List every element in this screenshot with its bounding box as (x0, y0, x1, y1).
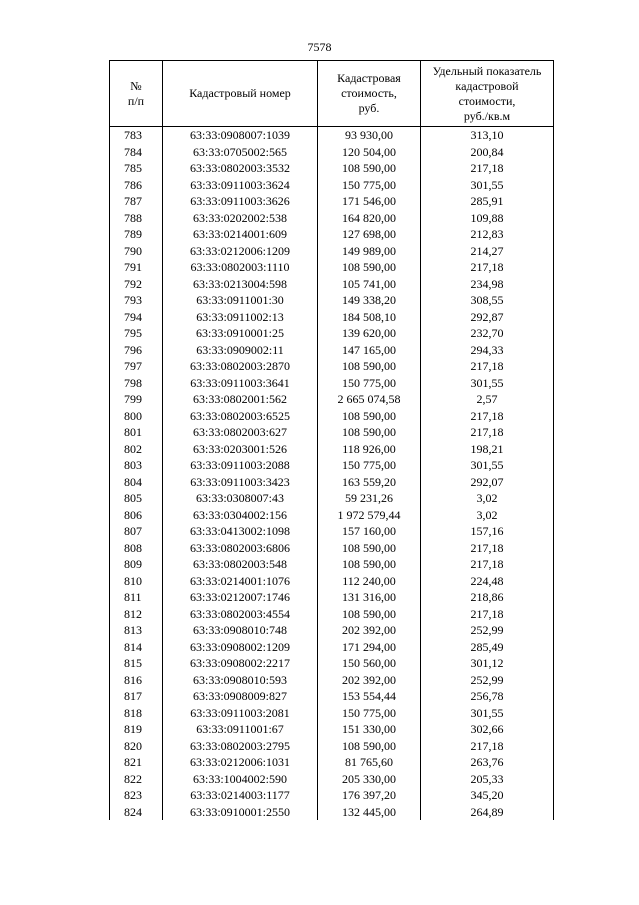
row-number: 804 (110, 474, 163, 491)
table-row (110, 787, 554, 804)
table-row (110, 292, 554, 309)
specific-indicator: 292,07 (421, 474, 554, 491)
cadastral-number: 63:33:0308007:43 (163, 490, 318, 507)
specific-indicator: 232,70 (421, 325, 554, 342)
cadastral-cost: 171 546,00 (318, 193, 421, 210)
row-number: 811 (110, 589, 163, 606)
table-row (110, 177, 554, 194)
table-row (110, 391, 554, 408)
cadastral-cost: 2 665 074,58 (318, 391, 421, 408)
cadastral-number: 63:33:0213004:598 (163, 276, 318, 293)
row-number: 820 (110, 738, 163, 755)
cadastral-cost: 112 240,00 (318, 573, 421, 590)
row-number: 785 (110, 160, 163, 177)
specific-indicator: 214,27 (421, 243, 554, 260)
specific-indicator: 218,86 (421, 589, 554, 606)
cadastral-number: 63:33:0413002:1098 (163, 523, 318, 540)
row-number: 784 (110, 144, 163, 161)
cadastral-number: 63:33:0911003:3423 (163, 474, 318, 491)
row-number: 783 (110, 127, 163, 144)
cadastral-number: 63:33:0908010:593 (163, 672, 318, 689)
cadastral-number: 63:33:0802003:548 (163, 556, 318, 573)
table-row (110, 606, 554, 623)
row-number: 796 (110, 342, 163, 359)
table-row (110, 358, 554, 375)
row-number: 809 (110, 556, 163, 573)
row-number: 789 (110, 226, 163, 243)
specific-indicator: 252,99 (421, 672, 554, 689)
cadastral-number: 63:33:0802003:6525 (163, 408, 318, 425)
cadastral-number: 63:33:1004002:590 (163, 771, 318, 788)
cadastral-cost: 139 620,00 (318, 325, 421, 342)
cadastral-cost: 93 930,00 (318, 127, 421, 144)
cadastral-number: 63:33:0214001:1076 (163, 573, 318, 590)
table-row (110, 226, 554, 243)
table-row (110, 540, 554, 557)
cadastral-cost: 149 338,20 (318, 292, 421, 309)
table-row (110, 589, 554, 606)
row-number: 810 (110, 573, 163, 590)
cadastral-cost: 131 316,00 (318, 589, 421, 606)
cadastral-number: 63:33:0910001:2550 (163, 804, 318, 821)
row-number: 793 (110, 292, 163, 309)
cadastral-cost: 127 698,00 (318, 226, 421, 243)
table-row (110, 342, 554, 359)
table-row (110, 375, 554, 392)
table-row (110, 408, 554, 425)
cadastral-number: 63:33:0203001:526 (163, 441, 318, 458)
specific-indicator: 264,89 (421, 804, 554, 821)
cadastral-table (109, 60, 554, 820)
cadastral-number: 63:33:0802003:6806 (163, 540, 318, 557)
specific-indicator: 285,91 (421, 193, 554, 210)
table-row (110, 556, 554, 573)
specific-indicator: 301,55 (421, 457, 554, 474)
table-row (110, 457, 554, 474)
table-row (110, 672, 554, 689)
cadastral-number: 63:33:0908002:1209 (163, 639, 318, 656)
header-row (110, 61, 554, 127)
cadastral-cost: 202 392,00 (318, 622, 421, 639)
cadastral-number: 63:33:0214001:609 (163, 226, 318, 243)
table-row (110, 771, 554, 788)
cadastral-cost: 108 590,00 (318, 160, 421, 177)
table-row (110, 622, 554, 639)
cadastral-number: 63:33:0911003:2081 (163, 705, 318, 722)
cadastral-number: 63:33:0911003:3624 (163, 177, 318, 194)
row-number: 797 (110, 358, 163, 375)
cadastral-cost: 150 775,00 (318, 705, 421, 722)
cadastral-number: 63:33:0909002:11 (163, 342, 318, 359)
cadastral-table-container (109, 60, 553, 820)
table-row (110, 523, 554, 540)
cadastral-cost: 157 160,00 (318, 523, 421, 540)
cadastral-number: 63:33:0802003:627 (163, 424, 318, 441)
row-number: 812 (110, 606, 163, 623)
row-number: 805 (110, 490, 163, 507)
header-cadastral-number: Кадастровый номер (163, 61, 318, 127)
cadastral-number: 63:33:0910001:25 (163, 325, 318, 342)
table-row (110, 325, 554, 342)
cadastral-number: 63:33:0908009:827 (163, 688, 318, 705)
cadastral-number: 63:33:0911003:2088 (163, 457, 318, 474)
header-specific-indicator: Удельный показатель кадастровой стоимости, руб./кв.м (421, 61, 554, 127)
row-number: 788 (110, 210, 163, 227)
table-row (110, 721, 554, 738)
cadastral-number: 63:33:0802003:3532 (163, 160, 318, 177)
cadastral-cost: 108 590,00 (318, 424, 421, 441)
cadastral-number: 63:33:0802003:4554 (163, 606, 318, 623)
row-number: 819 (110, 721, 163, 738)
row-number: 792 (110, 276, 163, 293)
cadastral-cost: 108 590,00 (318, 738, 421, 755)
row-number: 794 (110, 309, 163, 326)
cadastral-cost: 150 775,00 (318, 457, 421, 474)
cadastral-cost: 108 590,00 (318, 408, 421, 425)
cadastral-number: 63:33:0908002:2217 (163, 655, 318, 672)
row-number: 795 (110, 325, 163, 342)
specific-indicator: 217,18 (421, 606, 554, 623)
header-num: № п/п (110, 61, 163, 127)
specific-indicator: 313,10 (421, 127, 554, 144)
table-row (110, 441, 554, 458)
cadastral-number: 63:33:0911003:3641 (163, 375, 318, 392)
cadastral-cost: 150 775,00 (318, 375, 421, 392)
cadastral-cost: 81 765,60 (318, 754, 421, 771)
cadastral-cost: 164 820,00 (318, 210, 421, 227)
table-row (110, 688, 554, 705)
specific-indicator: 217,18 (421, 160, 554, 177)
row-number: 800 (110, 408, 163, 425)
cadastral-cost: 108 590,00 (318, 606, 421, 623)
table-row (110, 424, 554, 441)
table-row (110, 193, 554, 210)
specific-indicator: 308,55 (421, 292, 554, 309)
table-header (110, 61, 554, 127)
table-row (110, 259, 554, 276)
table-row (110, 276, 554, 293)
cadastral-number: 63:33:0212006:1031 (163, 754, 318, 771)
cadastral-cost: 132 445,00 (318, 804, 421, 821)
specific-indicator: 217,18 (421, 540, 554, 557)
specific-indicator: 3,02 (421, 507, 554, 524)
row-number: 824 (110, 804, 163, 821)
cadastral-cost: 150 775,00 (318, 177, 421, 194)
table-row (110, 474, 554, 491)
specific-indicator: 302,66 (421, 721, 554, 738)
cadastral-cost: 202 392,00 (318, 672, 421, 689)
table-row (110, 144, 554, 161)
specific-indicator: 217,18 (421, 738, 554, 755)
specific-indicator: 217,18 (421, 259, 554, 276)
row-number: 813 (110, 622, 163, 639)
cadastral-cost: 108 590,00 (318, 556, 421, 573)
cadastral-number: 63:33:0802003:1110 (163, 259, 318, 276)
row-number: 814 (110, 639, 163, 656)
row-number: 802 (110, 441, 163, 458)
row-number: 787 (110, 193, 163, 210)
table-row (110, 738, 554, 755)
cadastral-number: 63:33:0212006:1209 (163, 243, 318, 260)
specific-indicator: 217,18 (421, 408, 554, 425)
row-number: 816 (110, 672, 163, 689)
specific-indicator: 285,49 (421, 639, 554, 656)
row-number: 807 (110, 523, 163, 540)
table-row (110, 309, 554, 326)
row-number: 822 (110, 771, 163, 788)
specific-indicator: 205,33 (421, 771, 554, 788)
table-row (110, 754, 554, 771)
cadastral-cost: 105 741,00 (318, 276, 421, 293)
table-row (110, 705, 554, 722)
table-row (110, 160, 554, 177)
cadastral-cost: 184 508,10 (318, 309, 421, 326)
cadastral-cost: 151 330,00 (318, 721, 421, 738)
row-number: 823 (110, 787, 163, 804)
cadastral-cost: 1 972 579,44 (318, 507, 421, 524)
cadastral-number: 63:33:0911003:3626 (163, 193, 318, 210)
table-row (110, 639, 554, 656)
specific-indicator: 198,21 (421, 441, 554, 458)
cadastral-cost: 205 330,00 (318, 771, 421, 788)
cadastral-cost: 108 590,00 (318, 540, 421, 557)
specific-indicator: 234,98 (421, 276, 554, 293)
specific-indicator: 224,48 (421, 573, 554, 590)
cadastral-cost: 147 165,00 (318, 342, 421, 359)
specific-indicator: 3,02 (421, 490, 554, 507)
table-row (110, 507, 554, 524)
row-number: 818 (110, 705, 163, 722)
cadastral-cost: 171 294,00 (318, 639, 421, 656)
cadastral-cost: 108 590,00 (318, 358, 421, 375)
page-number: 7578 (307, 40, 332, 54)
table-row (110, 804, 554, 821)
row-number: 803 (110, 457, 163, 474)
cadastral-cost: 163 559,20 (318, 474, 421, 491)
cadastral-cost: 120 504,00 (318, 144, 421, 161)
row-number: 801 (110, 424, 163, 441)
specific-indicator: 157,16 (421, 523, 554, 540)
specific-indicator: 2,57 (421, 391, 554, 408)
specific-indicator: 200,84 (421, 144, 554, 161)
row-number: 817 (110, 688, 163, 705)
cadastral-number: 63:33:0802003:2870 (163, 358, 318, 375)
specific-indicator: 301,55 (421, 375, 554, 392)
cadastral-cost: 149 989,00 (318, 243, 421, 260)
cadastral-number: 63:33:0911002:13 (163, 309, 318, 326)
cadastral-cost: 150 560,00 (318, 655, 421, 672)
specific-indicator: 301,55 (421, 705, 554, 722)
specific-indicator: 263,76 (421, 754, 554, 771)
specific-indicator: 212,83 (421, 226, 554, 243)
row-number: 791 (110, 259, 163, 276)
table-row (110, 243, 554, 260)
cadastral-number: 63:33:0911001:30 (163, 292, 318, 309)
specific-indicator: 301,12 (421, 655, 554, 672)
specific-indicator: 301,55 (421, 177, 554, 194)
specific-indicator: 217,18 (421, 358, 554, 375)
specific-indicator: 345,20 (421, 787, 554, 804)
cadastral-cost: 59 231,26 (318, 490, 421, 507)
cadastral-number: 63:33:0304002:156 (163, 507, 318, 524)
table-body (110, 127, 554, 821)
table-row (110, 210, 554, 227)
cadastral-number: 63:33:0911001:67 (163, 721, 318, 738)
cadastral-cost: 153 554,44 (318, 688, 421, 705)
specific-indicator: 294,33 (421, 342, 554, 359)
row-number: 815 (110, 655, 163, 672)
cadastral-number: 63:33:0214003:1177 (163, 787, 318, 804)
specific-indicator: 292,87 (421, 309, 554, 326)
header-cadastral-cost: Кадастровая стоимость, руб. (318, 61, 421, 127)
row-number: 808 (110, 540, 163, 557)
cadastral-number: 63:33:0212007:1746 (163, 589, 318, 606)
cadastral-number: 63:33:0705002:565 (163, 144, 318, 161)
row-number: 790 (110, 243, 163, 260)
specific-indicator: 217,18 (421, 424, 554, 441)
specific-indicator: 256,78 (421, 688, 554, 705)
row-number: 798 (110, 375, 163, 392)
cadastral-number: 63:33:0802003:2795 (163, 738, 318, 755)
cadastral-number: 63:33:0908010:748 (163, 622, 318, 639)
cadastral-cost: 108 590,00 (318, 259, 421, 276)
specific-indicator: 252,99 (421, 622, 554, 639)
cadastral-number: 63:33:0908007:1039 (163, 127, 318, 144)
row-number: 786 (110, 177, 163, 194)
cadastral-cost: 176 397,20 (318, 787, 421, 804)
row-number: 806 (110, 507, 163, 524)
table-row (110, 127, 554, 144)
specific-indicator: 217,18 (421, 556, 554, 573)
row-number: 821 (110, 754, 163, 771)
table-row (110, 490, 554, 507)
cadastral-cost: 118 926,00 (318, 441, 421, 458)
specific-indicator: 109,88 (421, 210, 554, 227)
cadastral-number: 63:33:0202002:538 (163, 210, 318, 227)
table-row (110, 573, 554, 590)
cadastral-number: 63:33:0802001:562 (163, 391, 318, 408)
table-row (110, 655, 554, 672)
row-number: 799 (110, 391, 163, 408)
